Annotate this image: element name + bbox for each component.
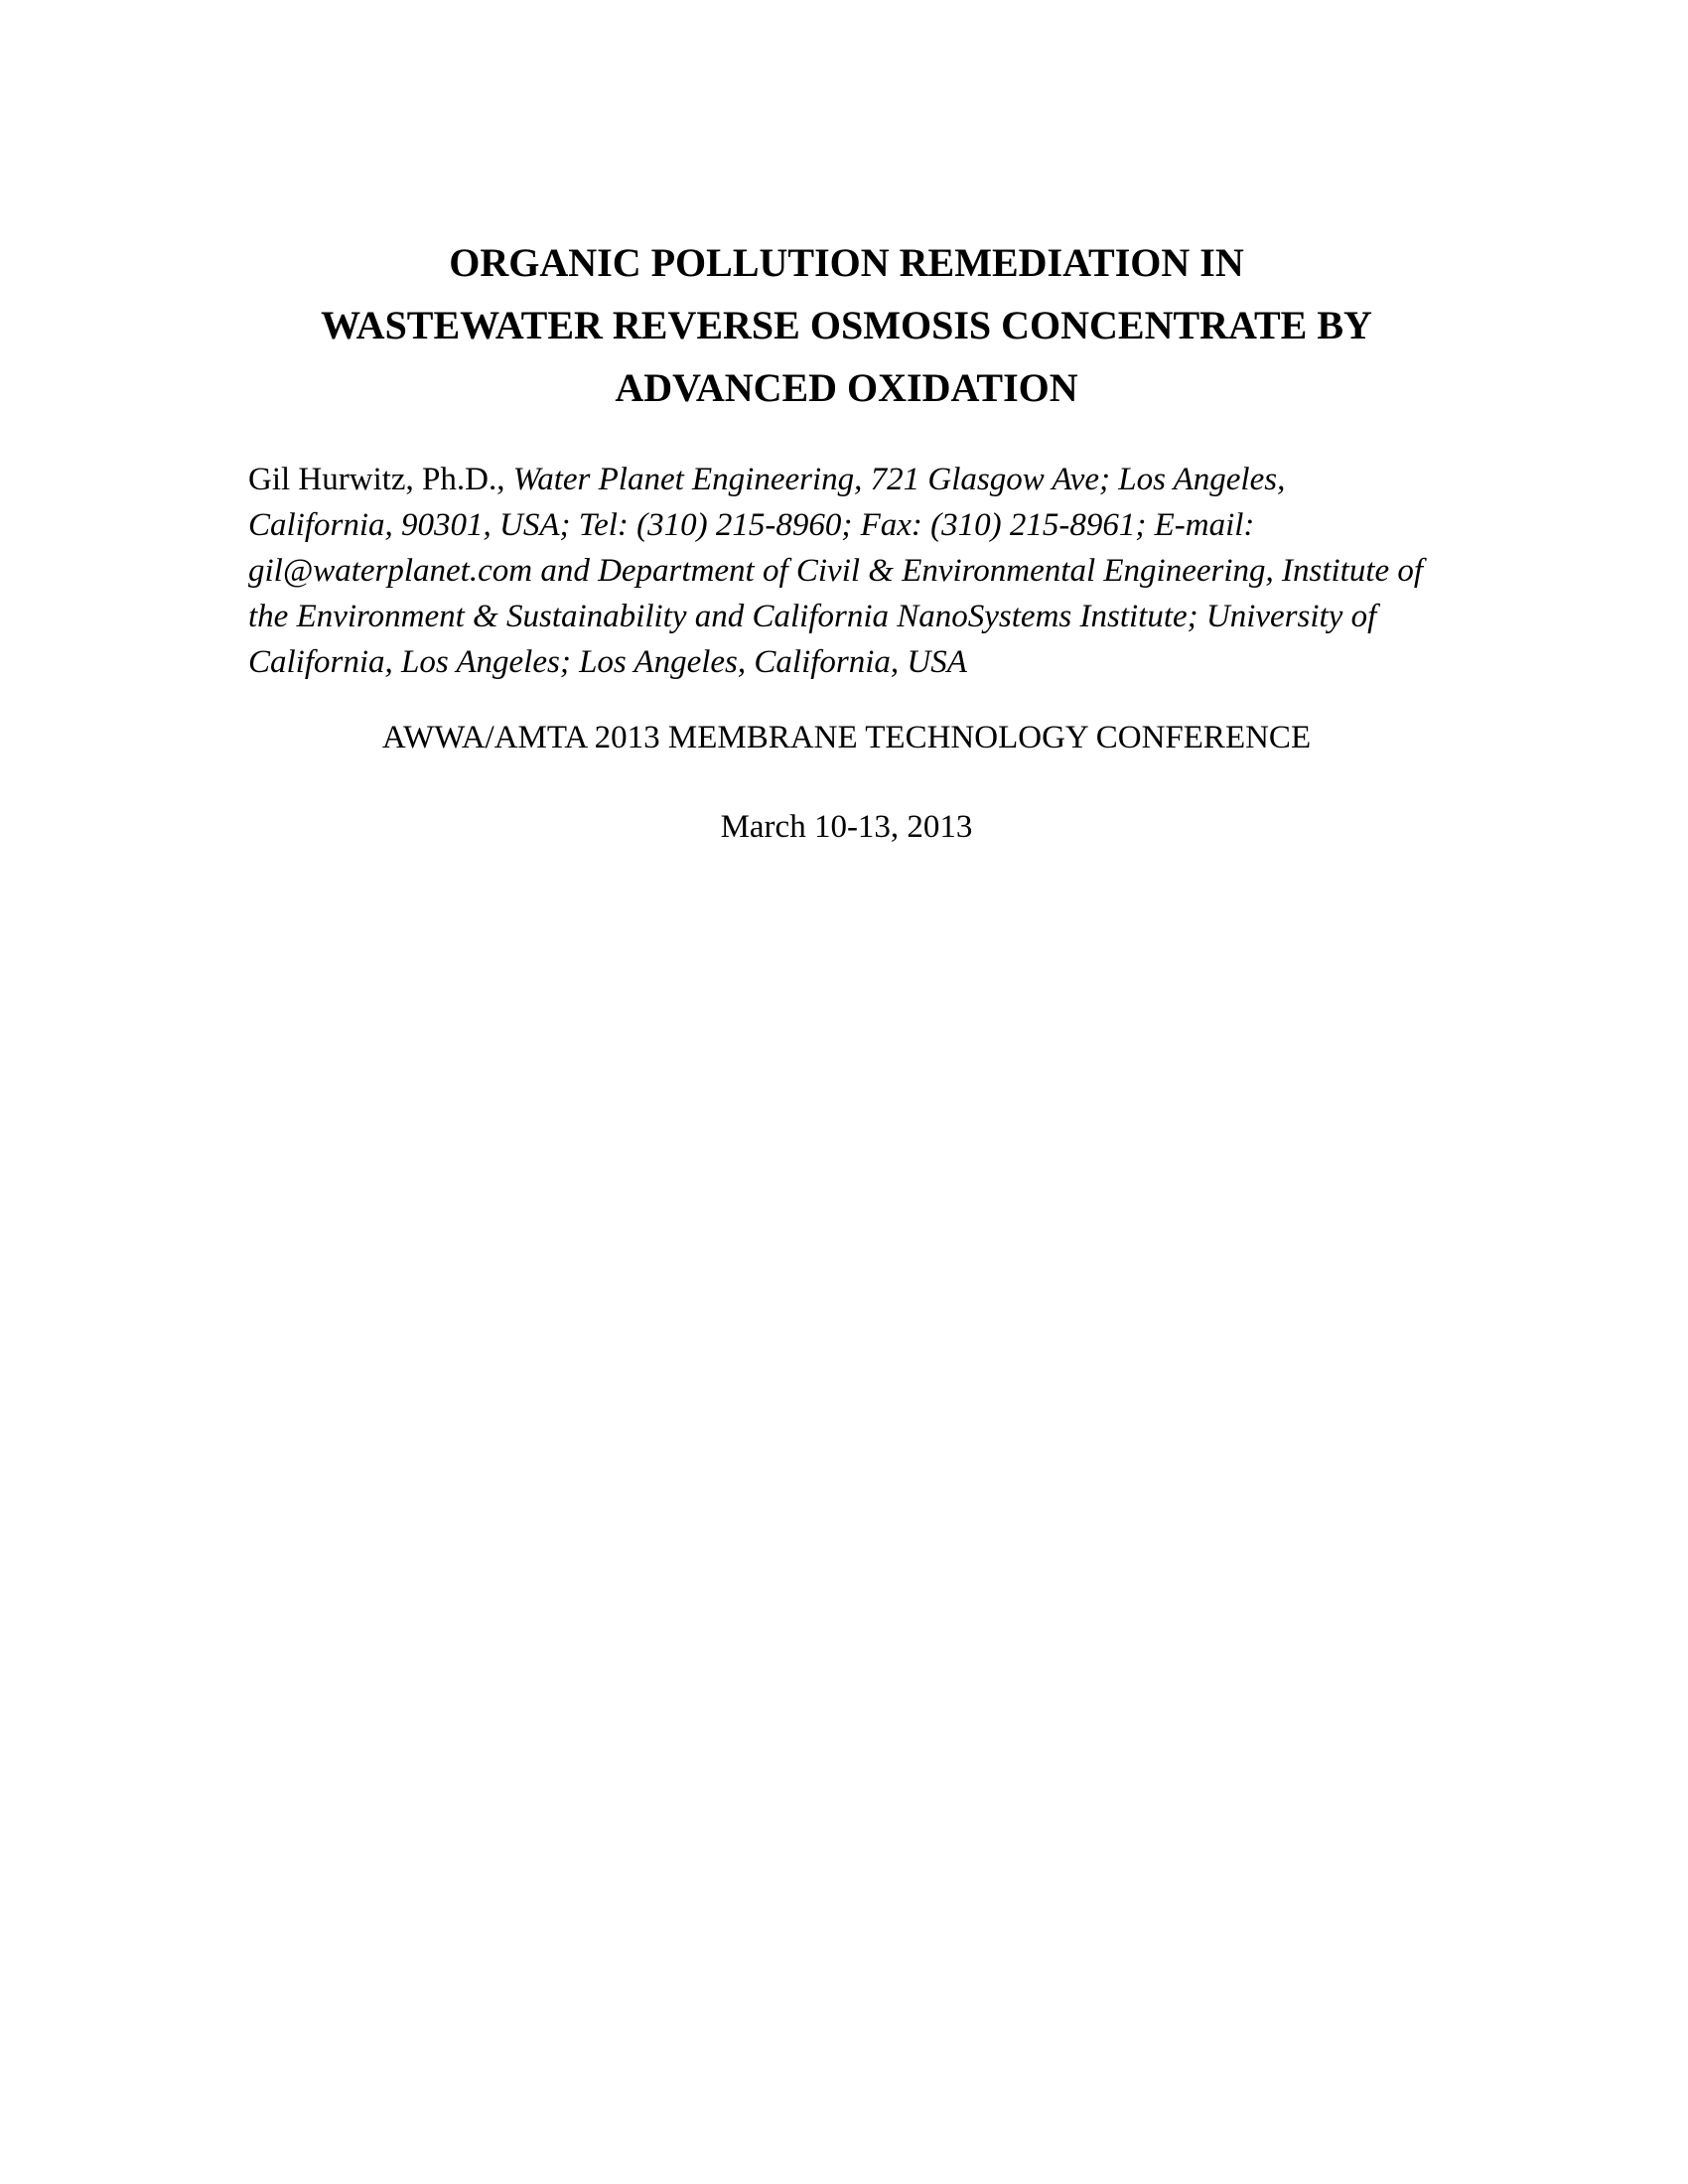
- affiliation-text-2: California, 90301, USA; Tel: (310) 215-8960; Fax: (310) 215-8961; E-mail:: [248, 507, 1255, 543]
- byline-line-3: [248, 548, 1445, 594]
- author-affiliation-block: [248, 457, 1445, 685]
- paper-title-line-3: ADVANCED OXIDATION: [615, 365, 1078, 410]
- conference-line: AWWA/AMTA 2013 MEMBRANE TECHNOLOGY CONFERENCE: [381, 720, 1312, 755]
- byline-line-1: [248, 457, 1445, 502]
- affiliation-text-3: gil@waterplanet.com and Department of Civil & Environmental Engineering, Institute of: [248, 553, 1424, 589]
- paper-title-line-1: ORGANIC POLLUTION REMEDIATION IN: [449, 240, 1244, 285]
- affiliation-text-4: the Environment & Sustainability and California NanoSystems Institute; University of: [248, 599, 1377, 634]
- affiliation-text-5: California, Los Angeles; Los Angeles, California, USA: [248, 644, 967, 680]
- paper-title: [248, 231, 1445, 419]
- byline-line-5: [248, 639, 1445, 685]
- date-line: March 10-13, 2013: [720, 809, 973, 845]
- author-name: Gil Hurwitz, Ph.D.,: [248, 462, 513, 497]
- affiliation-text-1: Water Planet Engineering, 721 Glasgow Ave; Los Angeles,: [512, 462, 1286, 497]
- byline-line-4: [248, 594, 1445, 639]
- paper-title-line-2: WASTEWATER REVERSE OSMOSIS CONCENTRATE BY: [321, 303, 1372, 347]
- byline-line-2: [248, 502, 1445, 548]
